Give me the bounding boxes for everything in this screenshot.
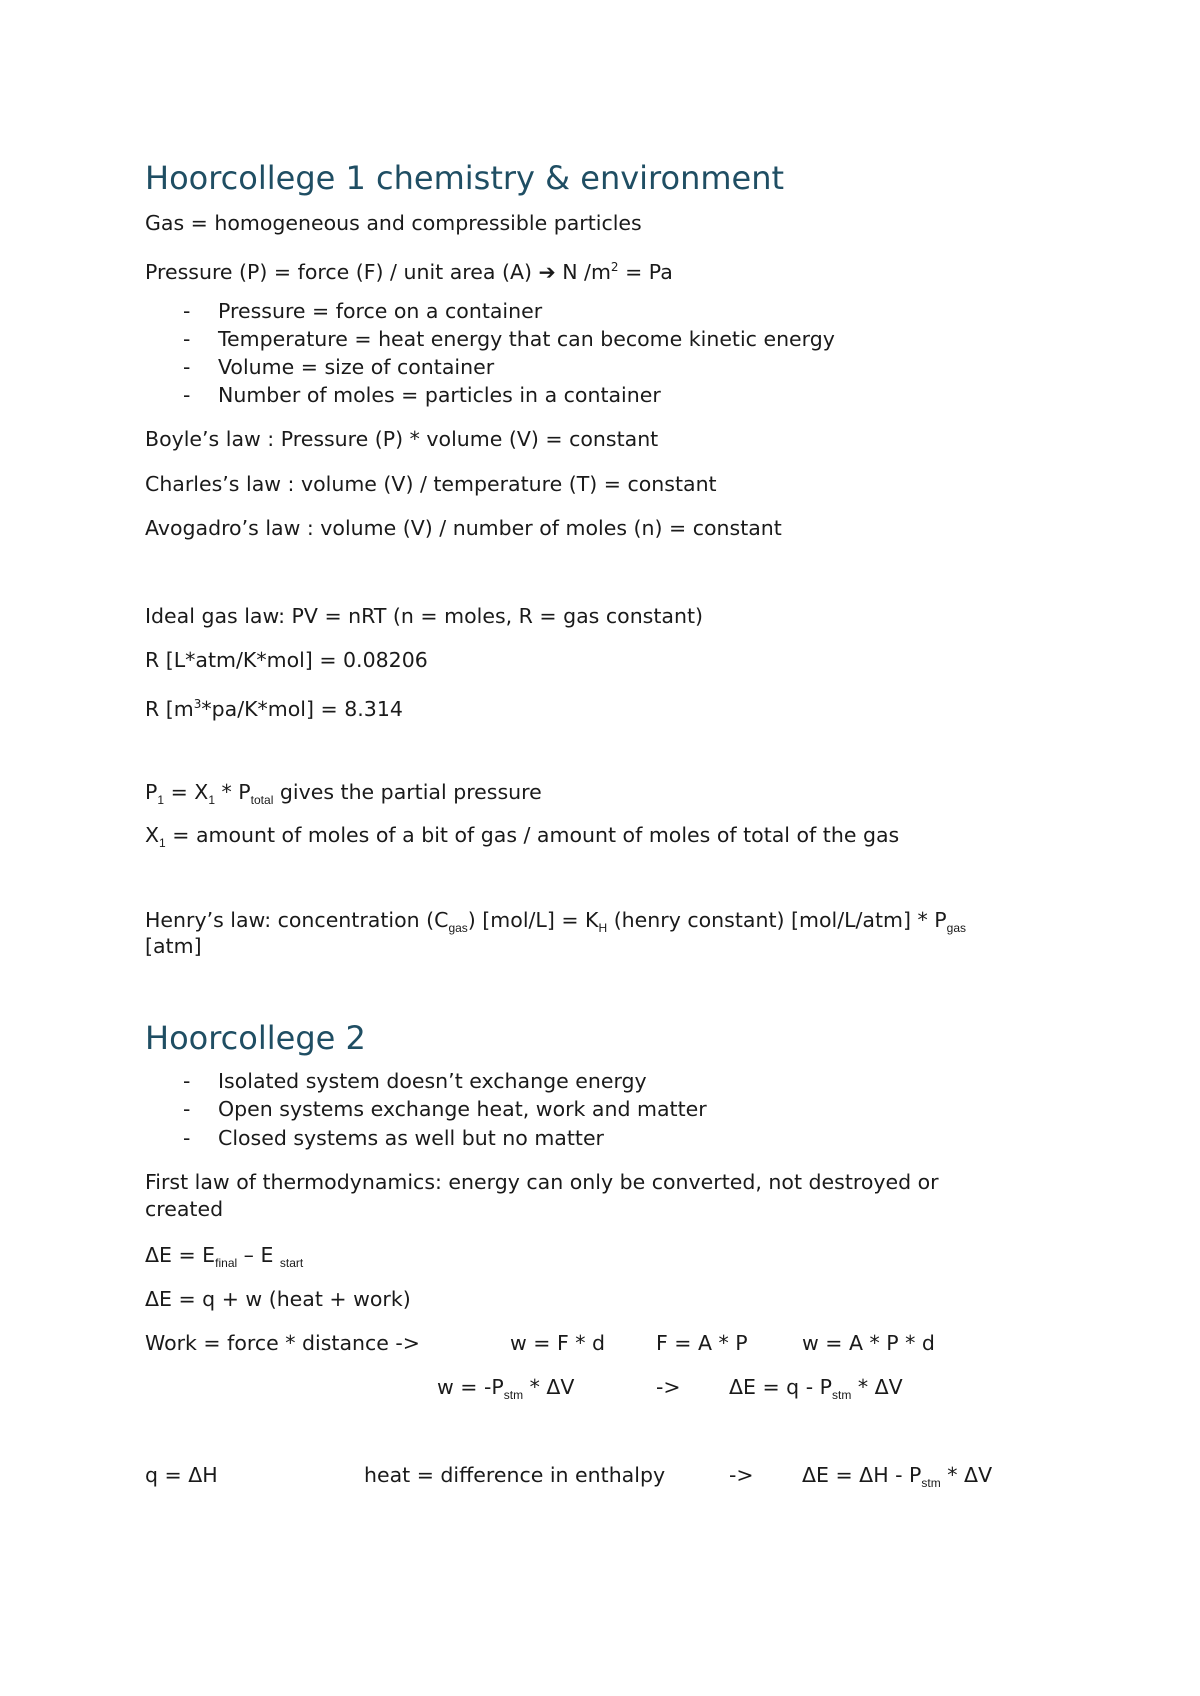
partial-pressure xyxy=(145,779,542,813)
dew-text: * ΔV xyxy=(851,1375,903,1399)
superscript: 2 xyxy=(610,260,619,274)
de-text: – E xyxy=(237,1243,280,1267)
boyles-law: Boyle’s law : Pressure (P) * volume (V) = constant xyxy=(145,427,659,451)
subscript: gas xyxy=(946,921,967,935)
henrys-law xyxy=(145,907,966,941)
section1-title: Hoorcollege 1 chemistry & environment xyxy=(145,159,785,197)
pressure-definition xyxy=(145,254,673,285)
bullet-dash: - xyxy=(183,383,191,407)
subscript: total xyxy=(250,793,274,807)
r2-text-a: R [m xyxy=(145,697,194,721)
deh-text: ΔE = ΔH - P xyxy=(802,1463,922,1487)
subscript: 1 xyxy=(157,793,165,807)
right-arrow-icon: ➔ xyxy=(538,260,556,284)
pp-text: P xyxy=(145,780,158,804)
ideal-gas-law: Ideal gas law: PV = nRT (n = moles, R = gas constant) xyxy=(145,604,703,628)
first-law-line1: First law of thermodynamics: energy can only be converted, not destroyed or xyxy=(145,1170,939,1194)
work-formula-3: w = A * P * d xyxy=(802,1331,935,1355)
henry-text: ) [mol/L] = K xyxy=(467,908,599,932)
subscript: 1 xyxy=(208,793,216,807)
subscript: H xyxy=(598,921,608,935)
r2-text-b: *pa/K*mol] = 8.314 xyxy=(201,697,403,721)
bullet-item: Pressure = force on a container xyxy=(218,299,543,323)
avogadros-law: Avogadro’s law : volume (V) / number of moles (n) = constant xyxy=(145,516,782,540)
bullet-dash: - xyxy=(183,1097,191,1121)
gas-constant-pa xyxy=(145,691,403,722)
bullet-dash: - xyxy=(183,1126,191,1150)
pp-text: = X xyxy=(164,780,209,804)
bullet-item: Closed systems as well but no matter xyxy=(218,1126,604,1150)
work-definition: Work = force * distance -> xyxy=(145,1331,420,1355)
gas-constant-atm: R [L*atm/K*mol] = 0.08206 xyxy=(145,648,428,672)
henry-text: Henry’s law: concentration (C xyxy=(145,908,449,932)
work-formula-2: F = A * P xyxy=(656,1331,748,1355)
delta-e-definition xyxy=(145,1242,303,1276)
bullet-dash: - xyxy=(183,1069,191,1093)
subscript: stm xyxy=(832,1388,852,1402)
henrys-law-unit: [atm] xyxy=(145,934,202,958)
work-pressure-volume xyxy=(437,1374,574,1408)
subscript: stm xyxy=(503,1388,524,1402)
pp-text: gives the partial pressure xyxy=(273,780,542,804)
bullet-item: Volume = size of container xyxy=(218,355,495,379)
mole-fraction xyxy=(145,822,899,856)
pressure-text-3: = Pa xyxy=(618,260,673,284)
pressure-text-1: Pressure (P) = force (F) / unit area (A) xyxy=(145,260,539,284)
first-law-line2: created xyxy=(145,1197,224,1221)
arrow-text: -> xyxy=(656,1375,681,1399)
mf-text: = amount of moles of a bit of gas / amount of moles of total of the gas xyxy=(165,823,900,847)
charles-law: Charles’s law : volume (V) / temperature (T) = constant xyxy=(145,472,717,496)
q-enthalpy: q = ΔH xyxy=(145,1463,218,1487)
subscript: 1 xyxy=(159,836,166,850)
enthalpy-description: heat = difference in enthalpy xyxy=(364,1463,666,1487)
bullet-dash: - xyxy=(183,327,191,351)
subscript: stm xyxy=(921,1476,941,1490)
dew-text: ΔE = q - P xyxy=(729,1375,832,1399)
wpv-text: w = -P xyxy=(437,1375,504,1399)
bullet-item: Temperature = heat energy that can become kinetic energy xyxy=(218,327,835,351)
arrow-text: -> xyxy=(729,1463,754,1487)
henry-text: (henry constant) [mol/L/atm] * P xyxy=(607,908,947,932)
subscript: final xyxy=(215,1256,238,1270)
section2-title: Hoorcollege 2 xyxy=(145,1019,366,1057)
work-formula-1: w = F * d xyxy=(510,1331,606,1355)
deh-text: * ΔV xyxy=(940,1463,993,1487)
bullet-dash: - xyxy=(183,299,191,323)
bullet-dash: - xyxy=(183,355,191,379)
wpv-text: * ΔV xyxy=(523,1375,575,1399)
superscript: 3 xyxy=(193,697,202,711)
bullet-item: Number of moles = particles in a container xyxy=(218,383,661,407)
pp-text: * P xyxy=(215,780,251,804)
pressure-text-2: N /m xyxy=(555,260,611,284)
delta-e-work xyxy=(729,1374,903,1408)
delta-e-heat-work: ΔE = q + w (heat + work) xyxy=(145,1287,411,1311)
delta-e-enthalpy xyxy=(802,1462,992,1496)
de-text: ΔE = E xyxy=(145,1243,216,1267)
mf-text: X xyxy=(145,823,160,847)
subscript: start xyxy=(279,1256,304,1270)
bullet-item: Open systems exchange heat, work and matter xyxy=(218,1097,707,1121)
gas-definition: Gas = homogeneous and compressible particles xyxy=(145,211,642,235)
bullet-item: Isolated system doesn’t exchange energy xyxy=(218,1069,647,1093)
subscript: gas xyxy=(448,921,468,935)
